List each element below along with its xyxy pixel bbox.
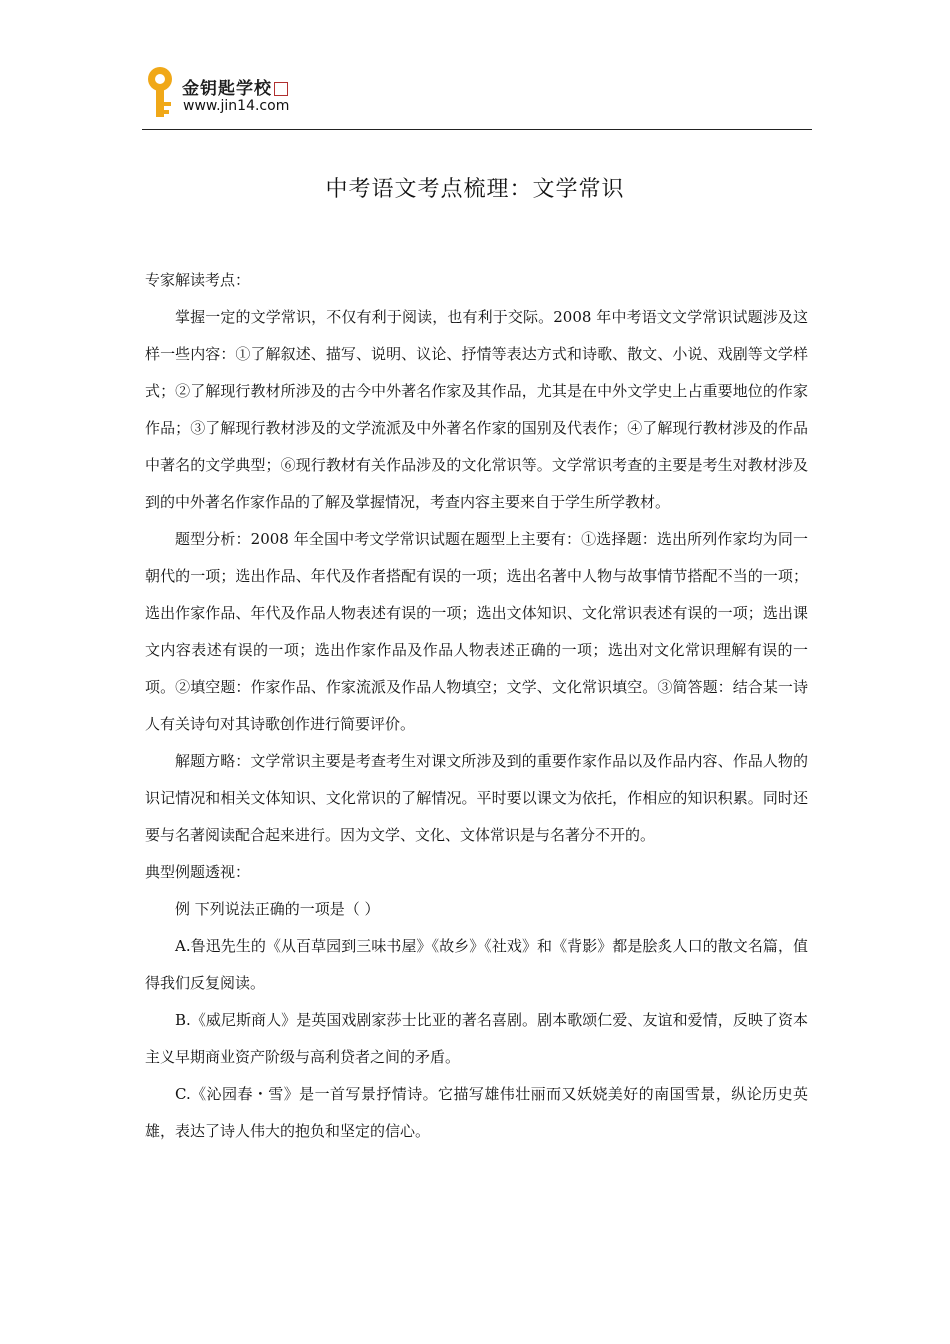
option-b: B.《威尼斯商人》是英国戏剧家莎士比亚的著名喜剧。剧本歌颂仁爱、友谊和爱情，反映了资本主义早期商业资产阶级与高利贷者之间的矛盾。 <box>145 1011 808 1066</box>
paragraph-knowledge: 掌握一定的文学常识，不仅有利于阅读，也有利于交际。2008 年中考语文文学常识试题涉及这样一些内容：①了解叙述、描写、说明、议论、抒情等表达方式和诗歌、散文、小说、戏剧等文学样式；②了解现行教材所涉及的古今中外著名作家及其作品，尤其是在中外文学史上占重要地位的作家作品；③了解现行教材涉及的文学流派及中外著名作家的国别及代表作；④了解现行教材涉及的作品中著名的文学典型；⑥现行教材有关作品涉及的文化常识等。文学常识考查的主要是考生对教材涉及到的中外著名作家作品的了解及掌握情况，考查内容主要来自于学生所学教材。 <box>145 308 808 511</box>
logo-url: www.jin14.com <box>183 98 290 114</box>
paragraph-strategy: 解题方略：文学常识主要是考查考生对课文所涉及到的重要作家作品以及作品内容、作品人物的识记情况和相关文体知识、文化常识的了解情况。平时要以课文为依托，作相应的知识积累。同时还要与名著阅读配合起来进行。因为文学、文化、文体常识是与名著分不开的。 <box>145 752 808 844</box>
expert-heading: 专家解读考点： <box>145 271 251 289</box>
key-icon <box>142 66 178 120</box>
paragraph-question-types: 题型分析：2008 年全国中考文学常识试题在题型上主要有：①选择题：选出所列作家均为同一朝代的一项；选出作品、年代及作者搭配有误的一项；选出名著中人物与故事情节搭配不当的一项；选出作家作品、年代及作品人物表述有误的一项；选出文体知识、文化常识表述有误的一项；选出课文内容表述有误的一项；选出作家作品及作品人物表述正确的一项；选出对文化常识理解有误的一项。②填空题：作家作品、作家流派及作品人物填空；文学、文化常识填空。③简答题：结合某一诗人有关诗句对其诗歌创作进行简要评价。 <box>145 530 808 733</box>
logo-seal-icon <box>274 82 288 96</box>
header-divider <box>142 129 812 130</box>
document-body <box>145 262 808 1150</box>
example-heading: 典型例题透视： <box>145 863 251 881</box>
option-c: C.《沁园春・雪》是一首写景抒情诗。它描写雄伟壮丽而又妖娆美好的南国雪景，纵论历史英雄，表达了诗人伟大的抱负和坚定的信心。 <box>145 1085 808 1140</box>
logo-name: 金钥匙学校 <box>182 74 288 99</box>
page-header <box>142 66 812 130</box>
option-a: A.鲁迅先生的《从百草园到三味书屋》《故乡》《社戏》和《背影》都是脍炙人口的散文名篇，值得我们反复阅读。 <box>145 937 808 992</box>
example-question: 例 下列说法正确的一项是（ ） <box>175 900 380 918</box>
page-title: 中考语文考点梳理：文学常识 <box>325 177 625 202</box>
